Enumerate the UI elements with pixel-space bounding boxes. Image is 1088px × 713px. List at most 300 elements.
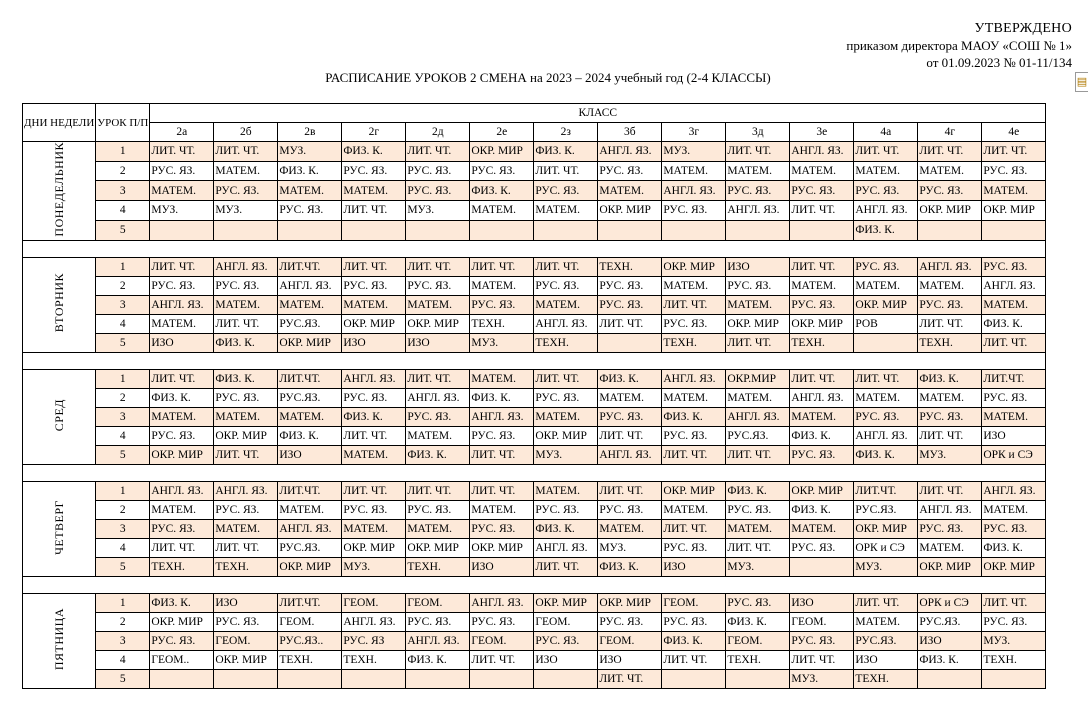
lesson-number: 3 [96, 295, 150, 314]
lesson-number: 4 [96, 538, 150, 557]
subject-cell: ОКР. МИР [214, 650, 278, 669]
subject-cell: ЛИТ. ЧТ. [918, 426, 982, 445]
subject-cell [470, 220, 534, 240]
subject-cell: РУС. ЯЗ. [790, 538, 854, 557]
subject-cell: ЛИТ. ЧТ. [790, 650, 854, 669]
subject-cell: МАТЕМ. [470, 276, 534, 295]
subject-cell: МАТЕМ. [214, 519, 278, 538]
subject-cell: РУС. ЯЗ. [790, 181, 854, 201]
subject-cell: МАТЕМ. [214, 161, 278, 181]
subject-cell: РУС. ЯЗ. [406, 276, 470, 295]
subject-cell: МУЗ. [598, 538, 662, 557]
subject-cell: МАТЕМ. [790, 161, 854, 181]
subject-cell: РУС. ЯЗ. [982, 388, 1046, 407]
lesson-row [23, 314, 1046, 333]
subject-cell: МАТЕМ. [406, 519, 470, 538]
lesson-row [23, 161, 1046, 181]
subject-cell: АНГЛ. ЯЗ. [470, 593, 534, 612]
lesson-row [23, 276, 1046, 295]
subject-cell: ФИЗ. К. [214, 333, 278, 352]
subject-cell: РУС.ЯЗ. [854, 631, 918, 650]
subject-cell: МАТЕМ. [854, 276, 918, 295]
subject-cell: РУС. ЯЗ. [982, 612, 1046, 631]
subject-cell: РУС. ЯЗ. [662, 538, 726, 557]
class-row [23, 123, 1046, 142]
subject-cell: АНГЛ. ЯЗ. [150, 295, 214, 314]
lesson-row [23, 631, 1046, 650]
subject-cell: ЛИТ. ЧТ. [534, 557, 598, 576]
subject-cell [342, 220, 406, 240]
days-column-header: ДНИ НЕДЕЛИ [23, 104, 96, 142]
subject-cell: РУС. ЯЗ. [406, 612, 470, 631]
subject-cell: МАТЕМ. [598, 181, 662, 201]
subject-cell: ИЗО [982, 426, 1046, 445]
lesson-row [23, 333, 1046, 352]
subject-cell: РУС. ЯЗ. [214, 500, 278, 519]
subject-cell [726, 220, 790, 240]
subject-cell [982, 220, 1046, 240]
subject-cell: ЛИТ. ЧТ. [918, 314, 982, 333]
lesson-number: 3 [96, 631, 150, 650]
subject-cell: РУС. ЯЗ. [982, 161, 1046, 181]
lesson-number: 3 [96, 181, 150, 201]
subject-cell: АНГЛ. ЯЗ. [342, 612, 406, 631]
subject-cell: РУС. ЯЗ. [918, 407, 982, 426]
subject-cell: АНГЛ. ЯЗ. [278, 276, 342, 295]
subject-cell: РУС. ЯЗ [342, 631, 406, 650]
subject-cell: ГЕОМ. [406, 593, 470, 612]
subject-cell: ОКР. МИР [790, 481, 854, 500]
subject-cell: ЛИТ. ЧТ. [470, 650, 534, 669]
subject-cell: ФИЗ. К. [214, 369, 278, 388]
subject-cell: АНГЛ. ЯЗ. [918, 257, 982, 276]
subject-cell: ГЕОМ. [662, 593, 726, 612]
lesson-number: 1 [96, 257, 150, 276]
subject-cell: АНГЛ. ЯЗ. [342, 369, 406, 388]
subject-cell: МАТЕМ. [662, 500, 726, 519]
separator-cell [23, 240, 1046, 257]
subject-cell: ФИЗ. К. [790, 500, 854, 519]
subject-cell: РУС. ЯЗ. [470, 426, 534, 445]
subject-cell: МАТЕМ. [598, 388, 662, 407]
subject-cell: АНГЛ. ЯЗ. [278, 519, 342, 538]
lesson-row [23, 519, 1046, 538]
subject-cell: ФИЗ. К. [982, 538, 1046, 557]
subject-cell: ЛИТ. ЧТ. [662, 295, 726, 314]
subject-cell: РОВ [854, 314, 918, 333]
subject-cell: РУС. ЯЗ. [598, 500, 662, 519]
subject-cell: РУС. ЯЗ. [726, 500, 790, 519]
lesson-row [23, 388, 1046, 407]
subject-cell: АНГЛ. ЯЗ. [982, 481, 1046, 500]
lesson-row [23, 295, 1046, 314]
subject-cell: МАТЕМ. [854, 388, 918, 407]
day-separator [23, 464, 1046, 481]
subject-cell: РУС. ЯЗ. [982, 257, 1046, 276]
lesson-row [23, 181, 1046, 201]
subject-cell: РУС. ЯЗ. [470, 519, 534, 538]
subject-cell: ТЕХН. [790, 333, 854, 352]
subject-cell: РУС. ЯЗ. [214, 276, 278, 295]
subject-cell: ЛИТ. ЧТ. [918, 481, 982, 500]
subject-cell: РУС. ЯЗ. [726, 181, 790, 201]
subject-cell: МАТЕМ. [918, 388, 982, 407]
subject-cell: МАТЕМ. [790, 519, 854, 538]
subject-cell: ТЕХН. [278, 650, 342, 669]
lesson-row [23, 369, 1046, 388]
subject-cell: ЛИТ. ЧТ. [470, 445, 534, 464]
subject-cell: ИЗО [726, 257, 790, 276]
subject-cell: РУС. ЯЗ. [790, 295, 854, 314]
lesson-number: 5 [96, 333, 150, 352]
subject-cell: ГЕОМ. [790, 612, 854, 631]
subject-cell: РУС. ЯЗ. [214, 612, 278, 631]
subject-cell [982, 669, 1046, 688]
subject-cell: РУС. ЯЗ. [150, 426, 214, 445]
subject-cell: РУС. ЯЗ. [150, 276, 214, 295]
day-cell [23, 481, 96, 576]
subject-cell: МАТЕМ. [662, 276, 726, 295]
lesson-number: 2 [96, 500, 150, 519]
subject-cell: МАТЕМ. [150, 314, 214, 333]
day-name: ПОНЕДЕЛЬНИК [51, 142, 66, 237]
subject-cell: МУЗ. [662, 142, 726, 162]
subject-cell: РУС. ЯЗ. [150, 631, 214, 650]
subject-cell: МАТЕМ. [342, 295, 406, 314]
subject-cell: АНГЛ. ЯЗ. [534, 538, 598, 557]
subject-cell: ФИЗ. К. [662, 407, 726, 426]
subject-cell: ЛИТ. ЧТ. [598, 481, 662, 500]
lesson-number: 2 [96, 276, 150, 295]
subject-cell: МАТЕМ. [150, 181, 214, 201]
subject-cell: МАТЕМ. [918, 538, 982, 557]
subject-cell: ИЗО [790, 593, 854, 612]
subject-cell: ИЗО [918, 631, 982, 650]
lesson-row [23, 538, 1046, 557]
day-name: ЧЕТВЕРГ [51, 499, 66, 555]
lesson-row [23, 426, 1046, 445]
subject-cell: ЛИТ. ЧТ. [726, 333, 790, 352]
lesson-row [23, 650, 1046, 669]
subject-cell: РУС. ЯЗ. [342, 388, 406, 407]
class-label: 4е [982, 123, 1046, 142]
subject-cell: ЛИТ. ЧТ. [918, 142, 982, 162]
subject-cell: МУЗ. [790, 669, 854, 688]
subject-cell: ОКР. МИР [406, 314, 470, 333]
subject-cell: РУС. ЯЗ. [598, 161, 662, 181]
subject-cell: ЛИТ. ЧТ. [598, 426, 662, 445]
subject-cell: ФИЗ. К. [790, 426, 854, 445]
subject-cell: ЛИТ. ЧТ. [726, 445, 790, 464]
subject-cell: ИЗО [278, 445, 342, 464]
lesson-number: 2 [96, 161, 150, 181]
subject-cell: РУС.ЯЗ. [278, 314, 342, 333]
subject-cell: РУС. ЯЗ. [150, 161, 214, 181]
subject-cell: ТЕХН. [150, 557, 214, 576]
subject-cell: ИЗО [470, 557, 534, 576]
subject-cell: ОРК и СЭ [982, 445, 1046, 464]
class-label: 3б [598, 123, 662, 142]
subject-cell: ЛИТ.ЧТ. [278, 369, 342, 388]
subject-cell: МАТЕМ. [278, 407, 342, 426]
subject-cell: МАТЕМ. [726, 295, 790, 314]
subject-cell: РУС. ЯЗ. [726, 593, 790, 612]
subject-cell: МАТЕМ. [790, 407, 854, 426]
subject-cell: ЛИТ. ЧТ. [150, 369, 214, 388]
subject-cell: ОКР. МИР [598, 201, 662, 221]
subject-cell: ТЕХН. [662, 333, 726, 352]
subject-cell: РУС.ЯЗ.. [278, 631, 342, 650]
subject-cell: РУС. ЯЗ. [598, 295, 662, 314]
subject-cell: ЛИТ. ЧТ. [342, 426, 406, 445]
lesson-number: 4 [96, 650, 150, 669]
day-name: ПЯТНИЦА [51, 607, 66, 671]
lesson-number: 1 [96, 142, 150, 162]
subject-cell: ФИЗ. К. [278, 161, 342, 181]
subject-cell: ЛИТ. ЧТ. [214, 538, 278, 557]
lesson-number: 5 [96, 220, 150, 240]
subject-cell: ТЕХН. [598, 257, 662, 276]
subject-cell: ЛИТ. ЧТ. [150, 257, 214, 276]
subject-cell: МАТЕМ. [534, 481, 598, 500]
subject-cell: ТЕХН. [918, 333, 982, 352]
subject-cell: АНГЛ. ЯЗ. [214, 257, 278, 276]
subject-cell: РУС. ЯЗ. [662, 314, 726, 333]
subject-cell [726, 669, 790, 688]
subject-cell: МУЗ. [278, 142, 342, 162]
subject-cell: РУС. ЯЗ. [662, 201, 726, 221]
subject-cell: ИЗО [150, 333, 214, 352]
subject-cell: ЛИТ. ЧТ. [406, 257, 470, 276]
lesson-row [23, 407, 1046, 426]
subject-cell: ФИЗ. К. [982, 314, 1046, 333]
subject-cell: МАТЕМ. [470, 500, 534, 519]
subject-cell: ГЕОМ. [534, 612, 598, 631]
subject-cell: ФИЗ. К. [854, 445, 918, 464]
subject-cell: ОКР. МИР [982, 557, 1046, 576]
subject-cell: ОКР. МИР [790, 314, 854, 333]
subject-cell [662, 669, 726, 688]
subject-cell: АНГЛ. ЯЗ. [662, 181, 726, 201]
subject-cell: МУЗ. [150, 201, 214, 221]
subject-cell: МАТЕМ. [854, 161, 918, 181]
subject-cell: РУС.ЯЗ. [278, 538, 342, 557]
subject-cell: МАТЕМ. [406, 426, 470, 445]
subject-cell: ЛИТ. ЧТ. [726, 142, 790, 162]
subject-cell: ЛИТ. ЧТ. [150, 538, 214, 557]
subject-cell: РУС. ЯЗ. [470, 612, 534, 631]
approval-order: приказом директора МАОУ «СОШ № 1» [846, 38, 1072, 53]
lesson-number: 5 [96, 557, 150, 576]
subject-cell: ЛИТ. ЧТ. [790, 201, 854, 221]
lesson-number: 4 [96, 201, 150, 221]
subject-cell: ГЕОМ.. [150, 650, 214, 669]
subject-cell: ФИЗ. К. [726, 481, 790, 500]
subject-cell: МАТЕМ. [726, 388, 790, 407]
subject-cell: РУС. ЯЗ. [726, 276, 790, 295]
lesson-number: 2 [96, 388, 150, 407]
day-cell [23, 593, 96, 688]
subject-cell: РУС. ЯЗ. [342, 161, 406, 181]
lesson-number: 4 [96, 314, 150, 333]
day-name: ВТОРНИК [51, 273, 66, 333]
subject-cell: ОКР. МИР [406, 538, 470, 557]
subject-cell: РУС. ЯЗ. [662, 612, 726, 631]
subject-cell: РУС.ЯЗ. [278, 388, 342, 407]
subject-cell: РУС. ЯЗ. [598, 276, 662, 295]
subject-cell: ОКР. МИР [982, 201, 1046, 221]
subject-cell: МАТЕМ. [406, 295, 470, 314]
subject-cell: АНГЛ. ЯЗ. [534, 314, 598, 333]
subject-cell: ЛИТ. ЧТ. [534, 369, 598, 388]
subject-cell: РУС. ЯЗ. [918, 181, 982, 201]
subject-cell: РУС. ЯЗ. [534, 631, 598, 650]
day-separator [23, 240, 1046, 257]
subject-cell: ЛИТ. ЧТ. [854, 142, 918, 162]
subject-cell: МУЗ. [214, 201, 278, 221]
subject-cell: ГЕОМ. [598, 631, 662, 650]
subject-cell: РУС. ЯЗ. [598, 612, 662, 631]
subject-cell: ИЗО [406, 333, 470, 352]
subject-cell: МАТЕМ. [342, 181, 406, 201]
subject-cell: РУС. ЯЗ. [982, 519, 1046, 538]
subject-cell: РУС. ЯЗ. [534, 500, 598, 519]
subject-cell: ОКР. МИР [470, 142, 534, 162]
subject-cell: ЛИТ.ЧТ. [278, 593, 342, 612]
subject-cell: ГЕОМ. [726, 631, 790, 650]
day-name: СРЕД [51, 398, 66, 432]
subject-cell: ОКР. МИР [918, 557, 982, 576]
subject-cell: ФИЗ. К. [726, 612, 790, 631]
subject-cell: РУС. ЯЗ. [790, 631, 854, 650]
subject-cell: ЛИТ. ЧТ. [150, 142, 214, 162]
subject-cell [534, 669, 598, 688]
subject-cell: РУС. ЯЗ. [918, 295, 982, 314]
subject-cell: РУС.ЯЗ. [918, 612, 982, 631]
subject-cell: ТЕХН. [726, 650, 790, 669]
subject-cell: ЛИТ. ЧТ. [342, 481, 406, 500]
subject-cell: МАТЕМ. [982, 295, 1046, 314]
subject-cell: ФИЗ. К. [598, 369, 662, 388]
class-label: 2е [470, 123, 534, 142]
class-label: 3е [790, 123, 854, 142]
subject-cell: ЛИТ. ЧТ. [662, 445, 726, 464]
class-label: 3г [662, 123, 726, 142]
subject-cell: МАТЕМ. [726, 519, 790, 538]
subject-cell: ОКР. МИР [278, 557, 342, 576]
schedule-table [22, 103, 1046, 689]
subject-cell: МАТЕМ. [470, 369, 534, 388]
subject-cell: ИЗО [854, 650, 918, 669]
class-label: 4а [854, 123, 918, 142]
clipboard-icon[interactable]: ▤ [1075, 72, 1088, 92]
approval-block [846, 20, 1072, 71]
subject-cell: ФИЗ. К. [342, 407, 406, 426]
subject-cell: ГЕОМ. [342, 593, 406, 612]
subject-cell: ФИЗ. К. [278, 426, 342, 445]
class-label: 2а [150, 123, 214, 142]
subject-cell: ТЕХН. [534, 333, 598, 352]
subject-cell: ФИЗ. К. [598, 557, 662, 576]
subject-cell: РУС. ЯЗ. [406, 161, 470, 181]
subject-cell: ФИЗ. К. [150, 388, 214, 407]
subject-cell [790, 220, 854, 240]
subject-cell: МАТЕМ. [150, 407, 214, 426]
subject-cell: ФИЗ. К. [470, 388, 534, 407]
subject-cell: ЛИТ. ЧТ. [214, 142, 278, 162]
subject-cell: ЛИТ. ЧТ. [854, 369, 918, 388]
lesson-number: 1 [96, 481, 150, 500]
subject-cell: АНГЛ. ЯЗ. [470, 407, 534, 426]
subject-cell: АНГЛ. ЯЗ. [854, 201, 918, 221]
lesson-row [23, 445, 1046, 464]
subject-cell: АНГЛ. ЯЗ. [406, 388, 470, 407]
subject-cell: ГЕОМ. [470, 631, 534, 650]
subject-cell: ФИЗ. К. [406, 650, 470, 669]
subject-cell: ФИЗ. К. [534, 142, 598, 162]
subject-cell: ФИЗ. К. [662, 631, 726, 650]
subject-cell: ЛИТ. ЧТ. [214, 445, 278, 464]
day-cell [23, 142, 96, 241]
subject-cell: ЛИТ. ЧТ. [790, 369, 854, 388]
subject-cell: МУЗ. [918, 445, 982, 464]
subject-cell: МАТЕМ. [342, 519, 406, 538]
subject-cell: РУС. ЯЗ. [598, 407, 662, 426]
subject-cell: ТЕХН. [214, 557, 278, 576]
subject-cell [918, 220, 982, 240]
class-label: 3д [726, 123, 790, 142]
subject-cell: РУС. ЯЗ. [342, 276, 406, 295]
subject-cell: РУС. ЯЗ. [662, 426, 726, 445]
subject-cell: МАТЕМ. [470, 201, 534, 221]
day-cell [23, 257, 96, 352]
subject-cell: ФИЗ. К. [406, 445, 470, 464]
subject-cell: ЛИТ. ЧТ. [982, 593, 1046, 612]
subject-cell: ЛИТ. ЧТ. [406, 142, 470, 162]
subject-cell: ОРК и СЭ [918, 593, 982, 612]
separator-cell [23, 352, 1046, 369]
subject-cell [406, 220, 470, 240]
subject-cell: МАТЕМ. [918, 161, 982, 181]
lesson-row [23, 220, 1046, 240]
subject-cell: ОКР.МИР [726, 369, 790, 388]
subject-cell: АНГЛ. ЯЗ. [726, 201, 790, 221]
subject-cell: АНГЛ. ЯЗ. [598, 142, 662, 162]
subject-cell: АНГЛ. ЯЗ. [662, 369, 726, 388]
subject-cell: ОКР. МИР [662, 481, 726, 500]
subject-cell: МАТЕМ. [534, 407, 598, 426]
lesson-row [23, 612, 1046, 631]
subject-cell: РУС. ЯЗ. [278, 201, 342, 221]
subject-cell: РУС. ЯЗ. [918, 519, 982, 538]
subject-cell: ЛИТ. ЧТ. [662, 519, 726, 538]
subject-cell: МАТЕМ. [342, 445, 406, 464]
lesson-number: 1 [96, 593, 150, 612]
subject-cell: РУС. ЯЗ. [342, 500, 406, 519]
subject-cell: РУС. ЯЗ. [214, 388, 278, 407]
lesson-number: 2 [96, 612, 150, 631]
subject-cell: ГЕОМ. [214, 631, 278, 650]
subject-cell: ЛИТ. ЧТ. [214, 314, 278, 333]
subject-cell: ОКР. МИР [534, 593, 598, 612]
lesson-row [23, 481, 1046, 500]
subject-cell: ЛИТ. ЧТ. [342, 201, 406, 221]
subject-cell [406, 669, 470, 688]
lesson-column-header: УРОК П/П [96, 104, 150, 142]
subject-cell: МУЗ. [534, 445, 598, 464]
subject-cell: МАТЕМ. [918, 276, 982, 295]
subject-cell: ЛИТ. ЧТ. [726, 538, 790, 557]
